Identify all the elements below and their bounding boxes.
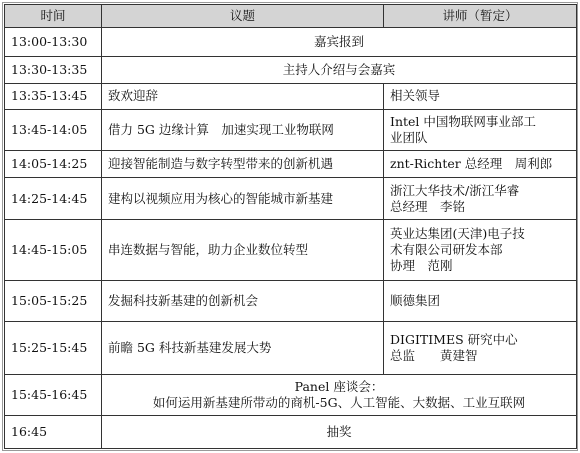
header-topic: 议题 [102, 5, 384, 28]
header-speaker: 讲师（暂定） [384, 5, 577, 28]
table-row [5, 28, 577, 57]
speaker-cell [384, 280, 577, 321]
panel-title: Panel 座谈会： [294, 378, 384, 394]
panel-topic-cell [102, 374, 577, 415]
speaker-line: 英业达集团(天津)电子技 [390, 225, 525, 241]
topic-cell: 迎接智能制造与数字转型带来的创新机遇 [102, 151, 384, 178]
topic-cell: 致欢迎辞 [102, 83, 384, 109]
time-cell: 13:35-13:45 [5, 83, 102, 109]
time-cell: 15:45-16:45 [5, 374, 102, 415]
topic-cell: 借力 5G 边缘计算 加速实现工业物联网 [102, 109, 384, 150]
speaker-line: 顺德集团 [390, 293, 441, 309]
table-row [5, 416, 577, 449]
topic-cell: 串连数据与智能，助力企业数位转型 [102, 219, 384, 280]
time-cell: 15:05-15:25 [5, 280, 102, 321]
speaker-cell [384, 178, 577, 219]
speaker-cell [384, 83, 577, 109]
speaker-cell [384, 109, 577, 150]
speaker-line: DIGITIMES 研究中心 [390, 332, 518, 348]
topic-cell: 建构以视频应用为核心的智能城市新基建 [102, 178, 384, 219]
table-row [5, 178, 577, 219]
header-time: 时间 [5, 5, 102, 28]
time-cell: 13:30-13:35 [5, 57, 102, 83]
time-cell: 15:25-15:45 [5, 322, 102, 374]
panel-subtitle: 如何运用新基建所带动的商机-5G、人工智能、大数据、工业互联网 [152, 394, 526, 410]
topic-cell: 嘉宾报到 [102, 28, 577, 57]
table-row [5, 83, 577, 109]
header-row [5, 5, 577, 28]
table-row [5, 109, 577, 150]
time-cell: 14:25-14:45 [5, 178, 102, 219]
speaker-line: 业团队 [390, 130, 428, 145]
speaker-line: Intel 中国物联网事业部工 [390, 114, 536, 129]
table-row [5, 280, 577, 321]
topic-cell: 主持人介绍与会嘉宾 [102, 57, 577, 83]
table-row [5, 151, 577, 178]
time-cell: 14:05-14:25 [5, 151, 102, 178]
agenda-table [4, 4, 577, 449]
table-row [5, 322, 577, 374]
speaker-line: 相关领导 [390, 88, 441, 104]
time-cell: 14:45-15:05 [5, 219, 102, 280]
speaker-cell [384, 322, 577, 374]
table-row [5, 219, 577, 280]
speaker-cell [384, 219, 577, 280]
topic-cell: 抽奖 [102, 416, 577, 449]
speaker-cell [384, 151, 577, 178]
speaker-line: znt-Richter 总经理 周利郎 [390, 156, 553, 172]
table-row [5, 374, 577, 415]
time-cell: 13:45-14:05 [5, 109, 102, 150]
speaker-line: 浙江大华技术/浙江华睿 [390, 182, 520, 198]
speaker-line: 总经理 李铭 [390, 198, 466, 214]
speaker-line: 术有限公司研发本部 [390, 241, 503, 257]
speaker-line: 总监 黄建智 [390, 348, 478, 364]
topic-cell: 前瞻 5G 科技新基建发展大势 [102, 322, 384, 374]
time-cell: 16:45 [5, 416, 102, 449]
table-row [5, 57, 577, 83]
time-cell: 13:00-13:30 [5, 28, 102, 57]
speaker-line: 协理 范刚 [390, 257, 453, 273]
topic-cell: 发掘科技新基建的创新机会 [102, 280, 384, 321]
